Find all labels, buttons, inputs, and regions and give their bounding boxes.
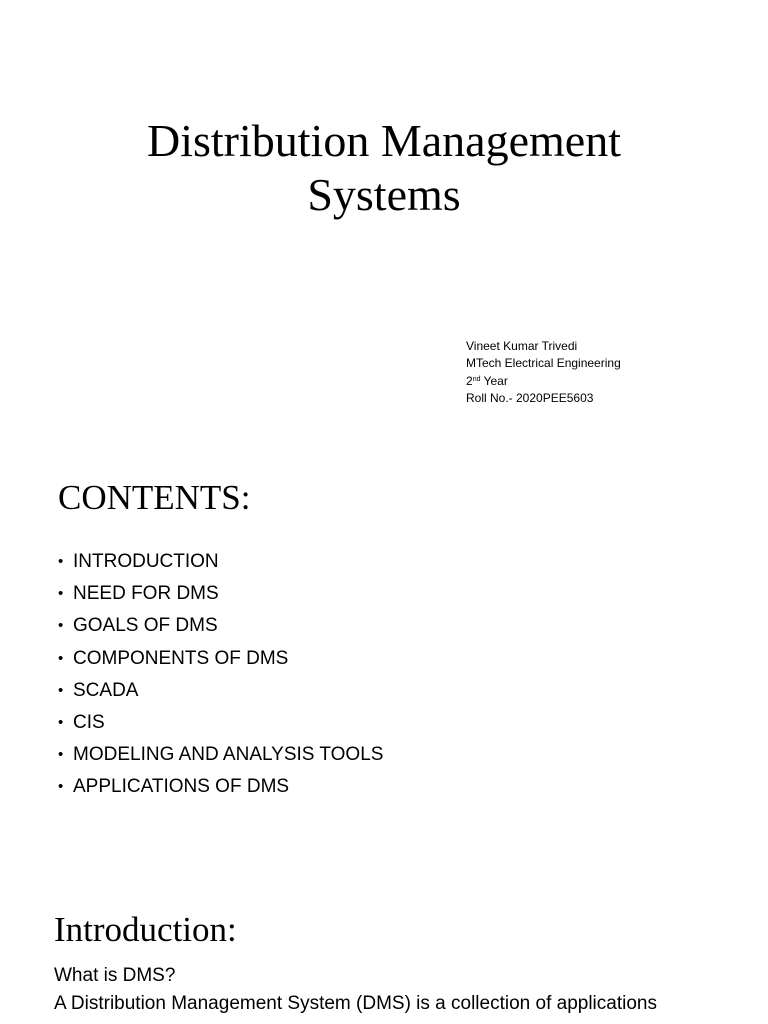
presentation-title	[0, 114, 768, 222]
author-name: Vineet Kumar Trivedi	[466, 339, 578, 353]
bullet-icon: •	[58, 713, 64, 731]
list-item	[58, 578, 383, 610]
bullet-icon: •	[58, 778, 64, 796]
bullet-icon: •	[58, 585, 64, 603]
list-item-label: NEED FOR DMS	[73, 583, 219, 605]
list-item-label: CIS	[73, 711, 105, 733]
author-year-word: Year	[480, 373, 508, 388]
author-year	[466, 373, 621, 390]
author-info	[466, 338, 621, 407]
contents-heading: CONTENTS:	[58, 478, 251, 517]
intro-question: What is DMS?	[54, 965, 176, 986]
title-line-1: Distribution Management	[147, 115, 621, 166]
introduction-heading: Introduction:	[54, 910, 237, 949]
bullet-icon: •	[58, 681, 64, 699]
bullet-icon: •	[58, 649, 64, 667]
list-item	[58, 643, 383, 675]
title-slide	[0, 0, 768, 432]
list-item-label: GOALS OF DMS	[73, 615, 218, 637]
author-roll-number: Roll No.- 2020PEE5603	[466, 390, 594, 405]
title-line-2: Systems	[307, 169, 461, 220]
contents-list	[58, 546, 383, 804]
bullet-icon: •	[58, 553, 64, 570]
intro-paragraph: A Distribution Management System (DMS) is a collection of applications	[54, 993, 657, 1014]
author-year-number: 2	[466, 373, 473, 388]
bullet-icon: •	[58, 746, 64, 764]
author-year-suffix: nd	[472, 375, 481, 383]
list-item	[58, 546, 383, 578]
list-item	[58, 707, 383, 739]
author-program: MTech Electrical Engineering	[466, 356, 621, 371]
list-item-label: INTRODUCTION	[73, 551, 219, 572]
list-item	[58, 739, 383, 771]
list-item-label: MODELING AND ANALYSIS TOOLS	[73, 744, 384, 766]
list-item-label: APPLICATIONS OF DMS	[73, 776, 290, 798]
list-item-label: SCADA	[73, 679, 139, 701]
bullet-icon: •	[58, 617, 64, 635]
list-item	[58, 675, 383, 707]
list-item	[58, 610, 383, 642]
contents-slide	[0, 432, 768, 864]
introduction-slide	[0, 864, 768, 1024]
introduction-body	[54, 962, 754, 1018]
list-item-label: COMPONENTS OF DMS	[73, 647, 289, 669]
list-item	[58, 771, 383, 803]
